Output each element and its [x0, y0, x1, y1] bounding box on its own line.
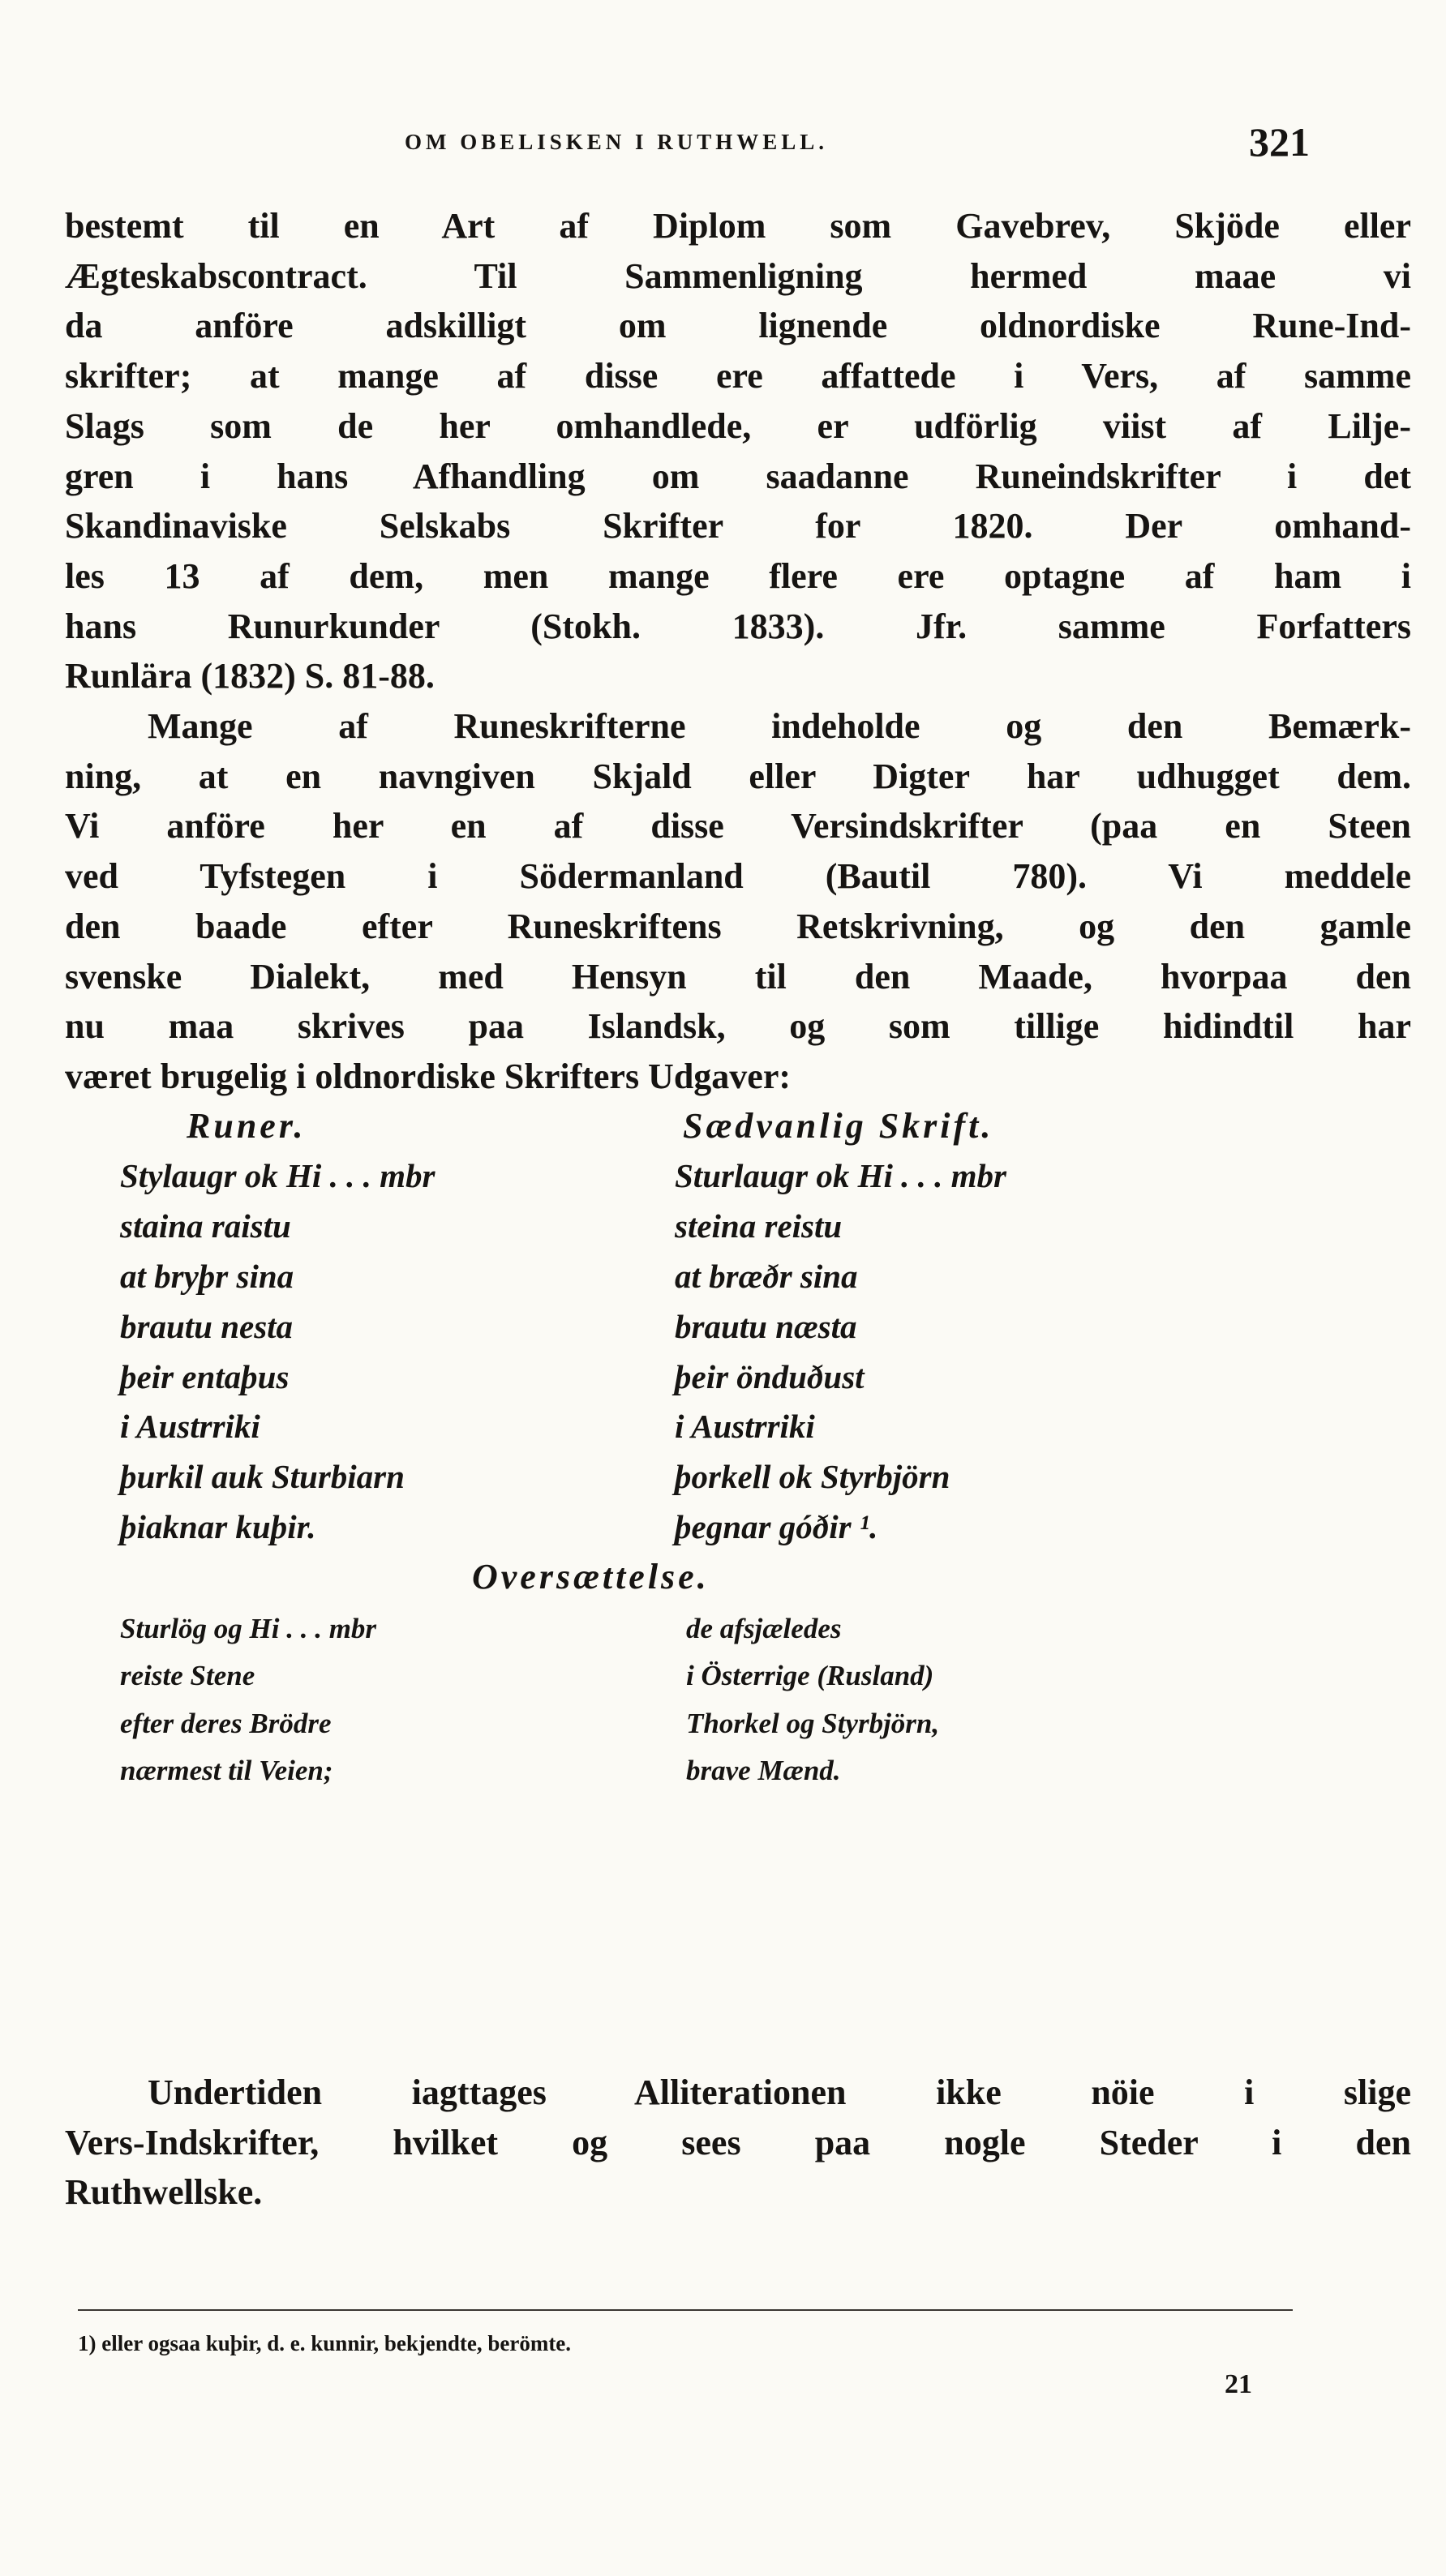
- text-line: ved Tyfstegen i Södermanland (Bautil 780). Vi meddele: [65, 856, 1411, 897]
- text-line: nu maa skrives paa Islandsk, og som tillige hidindtil har: [65, 1006, 1411, 1047]
- translation-line: Sturlög og Hi . . . mbr: [120, 1613, 377, 1644]
- verse-line: þorkell ok Styrbjörn: [675, 1458, 950, 1496]
- verse-line: þiaknar kuþir.: [120, 1508, 316, 1546]
- page-number: 321: [1249, 119, 1310, 165]
- text-line: Slags som de her omhandlede, er udförlig viist af Lilje-: [65, 405, 1411, 446]
- running-header: [0, 119, 1446, 178]
- text-line: Vi anföre her en af disse Versindskrifter (paa en Steen: [65, 806, 1411, 847]
- translation-line: de afsjæledes: [686, 1613, 842, 1644]
- verse-line: steina reistu: [675, 1207, 843, 1245]
- paragraph-3: [65, 2068, 1411, 2218]
- text-line: bestemt til en Art af Diplom som Gavebrev, Skjöde eller: [65, 206, 1411, 246]
- verse-line: i Austrriki: [120, 1408, 260, 1446]
- text-line: Ruthwellske.: [65, 2172, 263, 2213]
- translation-line: Thorkel og Styrbjörn,: [686, 1707, 940, 1739]
- paragraph-1: [65, 201, 1411, 701]
- translation-heading: Oversættelse.: [472, 1557, 710, 1597]
- verse-line: Sturlaugr ok Hi . . . mbr: [675, 1157, 1006, 1194]
- runes-heading: Runer.: [187, 1106, 307, 1146]
- text-line: da anföre adskilligt om lignende oldnordiske Rune-Ind-: [65, 306, 1411, 346]
- text-line: Ægteskabscontract. Til Sammenligning hermed maae vi: [65, 255, 1411, 296]
- translation-left-column: [120, 1605, 607, 1794]
- text-line: Runlära (1832) S. 81-88.: [65, 656, 435, 697]
- main-text: [65, 201, 1411, 1102]
- text-line: gren i hans Afhandling om saadanne Runeindskrifter i det: [65, 456, 1411, 496]
- text-line: Vers-Indskrifter, hvilket og sees paa nogle Steder i den: [65, 2122, 1411, 2162]
- translation-line: efter deres Brödre: [120, 1707, 332, 1739]
- translation-line: reiste Stene: [120, 1660, 255, 1692]
- text-line: den baade efter Runeskriftens Retskrivning, og den gamle: [65, 906, 1411, 946]
- verse-line: þeir önduðust: [675, 1357, 865, 1395]
- ordinary-script-column: [675, 1101, 1307, 1553]
- text-line: skrifter; at mange af disse ere affattede i Vers, af samme: [65, 356, 1411, 396]
- signature-mark: 21: [1225, 2369, 1252, 2399]
- verse-line: þurkil auk Sturbiarn: [120, 1458, 405, 1496]
- verse-line: i Austrriki: [675, 1408, 815, 1446]
- verse-line: brautu nesta: [120, 1307, 294, 1345]
- text-line: Undertiden iagttages Alliterationen ikke nöie i slige: [148, 2072, 1411, 2112]
- text-line: ning, at en navngiven Skjald eller Digter har udhugget dem.: [65, 756, 1411, 796]
- text-line: hans Runurkunder (Stokh. 1833). Jfr. samme Forfatters: [65, 606, 1411, 646]
- footnote: 1) eller ogsaa kuþir, d. e. kunnir, bekjendte, berömte.: [78, 2331, 572, 2355]
- verse-line: þeir entaþus: [120, 1357, 290, 1395]
- translation-right-column: [686, 1605, 1254, 1794]
- paragraph-2: [65, 701, 1411, 1102]
- translation-line: brave Mænd.: [686, 1754, 841, 1786]
- verse-line: at bræðr sina: [675, 1257, 858, 1295]
- text-line: været brugelig i oldnordiske Skrifters Udgaver:: [65, 1056, 792, 1096]
- closing-text: [65, 2068, 1411, 2218]
- verse-line: at bryþr sina: [120, 1257, 294, 1295]
- text-line: svenske Dialekt, med Hensyn til den Maade, hvorpaa den: [65, 956, 1411, 997]
- text-line: Mange af Runeskrifterne indeholde og den Bemærk-: [148, 706, 1411, 747]
- translation-line: i Österrige (Rusland): [686, 1660, 934, 1692]
- verse-line: þegnar góðir ¹.: [675, 1508, 878, 1546]
- text-line: les 13 af dem, men mange flere ere optagne af ham i: [65, 555, 1411, 596]
- footnote-divider: [78, 2309, 1293, 2311]
- runes-column: [120, 1101, 688, 1553]
- verse-line: brautu næsta: [675, 1307, 857, 1345]
- translation-line: nærmest til Veien;: [120, 1754, 333, 1786]
- text-line: Skandinaviske Selskabs Skrifter for 1820. Der omhand-: [65, 506, 1411, 546]
- verse-line: staina raistu: [120, 1207, 291, 1245]
- verse-line: Stylaugr ok Hi . . . mbr: [120, 1157, 436, 1194]
- ordinary-heading: Sædvanlig Skrift.: [683, 1106, 994, 1146]
- running-title: OM OBELISKEN I RUTHWELL.: [404, 130, 829, 154]
